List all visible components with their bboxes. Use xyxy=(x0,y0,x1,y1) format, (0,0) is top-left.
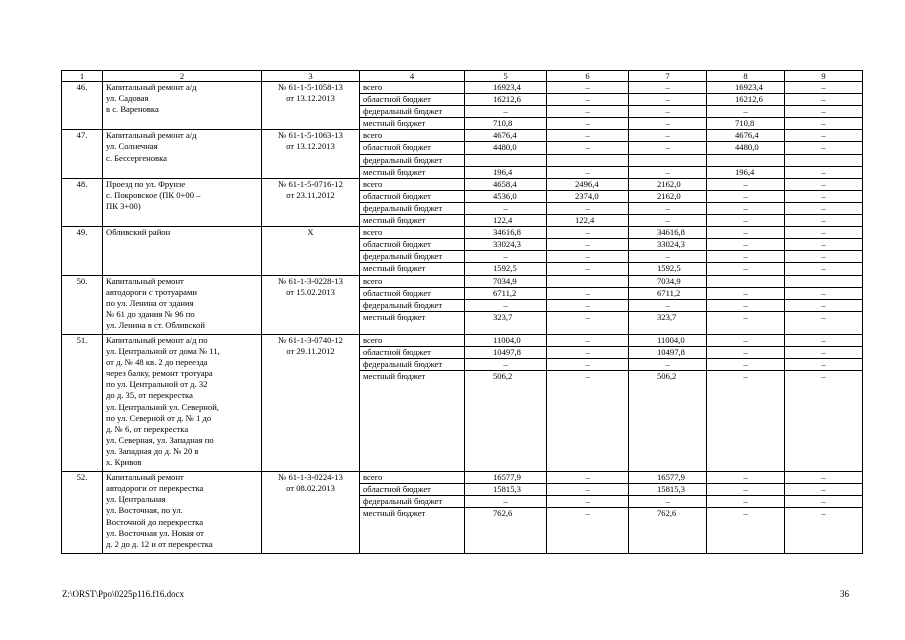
funding-source: всего xyxy=(360,275,465,287)
amount-cell: – xyxy=(465,202,547,214)
funding-source: федеральный бюджет xyxy=(360,154,465,166)
funding-source: областной бюджет xyxy=(360,239,465,251)
funding-source: местный бюджет xyxy=(360,215,465,227)
object-line: ул. Северная, ул. Западная по xyxy=(106,434,214,445)
amount-cell: 34616,8 xyxy=(629,227,707,239)
amount-cell: – xyxy=(707,190,785,202)
amount-cell: – xyxy=(547,371,629,472)
amount-cell: 506,2 xyxy=(629,371,707,472)
reference-line: № 61-1-5-1063-13 xyxy=(278,130,343,141)
reference-line: № 61-1-3-0740-12 xyxy=(278,334,343,345)
entry-number: 52. xyxy=(62,472,103,554)
amount-cell: 6711,2 xyxy=(465,287,547,299)
amount-cell: – xyxy=(547,202,629,214)
amount-cell: 34616,8 xyxy=(465,227,547,239)
amount-cell: – xyxy=(785,472,863,484)
object-line: ул. Центральная xyxy=(106,494,166,505)
amount-cell: – xyxy=(707,359,785,371)
amount-cell: – xyxy=(465,106,547,118)
amount-cell: – xyxy=(547,334,629,346)
amount-cell: 122,4 xyxy=(465,215,547,227)
amount-cell: – xyxy=(785,118,863,130)
amount-cell: – xyxy=(707,287,785,299)
amount-cell: 1592,5 xyxy=(629,263,707,275)
header-cell: 7 xyxy=(629,71,707,82)
amount-cell: 16923,4 xyxy=(465,82,547,94)
amount-cell: – xyxy=(465,251,547,263)
amount-cell: – xyxy=(785,263,863,275)
amount-cell: 16212,6 xyxy=(465,94,547,106)
header-cell: 9 xyxy=(785,71,863,82)
entry-row-first xyxy=(62,334,863,346)
funding-source: федеральный бюджет xyxy=(360,359,465,371)
amount-cell: 33024,3 xyxy=(629,239,707,251)
amount-cell: – xyxy=(547,142,629,154)
expertise-reference xyxy=(262,130,360,178)
amount-cell: – xyxy=(465,359,547,371)
entry-number: 47. xyxy=(62,130,103,178)
object-description xyxy=(103,334,262,471)
amount-cell: – xyxy=(707,472,785,484)
object-line: от д. № 48 кв. 2 до переезда xyxy=(106,357,208,368)
object-description xyxy=(103,178,262,226)
amount-cell: – xyxy=(785,178,863,190)
amount-cell: – xyxy=(785,142,863,154)
object-line: Обливский район xyxy=(106,227,171,238)
funding-source: местный бюджет xyxy=(360,508,465,553)
amount-cell: 323,7 xyxy=(465,311,547,334)
amount-cell: – xyxy=(707,202,785,214)
funding-source: федеральный бюджет xyxy=(360,299,465,311)
amount-cell: 2496,4 xyxy=(547,178,629,190)
amount-cell xyxy=(785,275,863,287)
funding-source: областной бюджет xyxy=(360,94,465,106)
amount-cell: – xyxy=(629,166,707,178)
object-line: ПК 3+00) xyxy=(106,200,141,211)
amount-cell: 710,8 xyxy=(707,118,785,130)
header-row xyxy=(62,71,863,82)
object-line: с. Бессергеновка xyxy=(106,152,167,163)
amount-cell: – xyxy=(629,118,707,130)
amount-cell: – xyxy=(547,311,629,334)
amount-cell: – xyxy=(547,508,629,553)
amount-cell: – xyxy=(785,202,863,214)
amount-cell: – xyxy=(785,130,863,142)
object-line: Проезд по ул. Фрунзе xyxy=(106,178,186,189)
object-line: по ул. Ленина от здания xyxy=(106,297,194,308)
amount-cell: – xyxy=(707,347,785,359)
amount-cell: 4658,4 xyxy=(465,178,547,190)
amount-cell: – xyxy=(629,251,707,263)
amount-cell xyxy=(547,275,629,287)
expertise-reference xyxy=(262,275,360,334)
amount-cell: – xyxy=(785,484,863,496)
amount-cell: – xyxy=(547,130,629,142)
object-line: х. Кривов xyxy=(106,457,142,467)
amount-cell: – xyxy=(465,496,547,508)
funding-source: всего xyxy=(360,334,465,346)
expertise-reference xyxy=(262,227,360,275)
entry-row-first xyxy=(62,130,863,142)
funding-source: всего xyxy=(360,130,465,142)
object-line: Капитальный ремонт а/д xyxy=(106,130,197,141)
amount-cell xyxy=(465,154,547,166)
entry-row-first xyxy=(62,275,863,287)
object-description xyxy=(103,275,262,334)
amount-cell: – xyxy=(785,508,863,553)
amount-cell: – xyxy=(547,472,629,484)
funding-source: местный бюджет xyxy=(360,311,465,334)
funding-source: местный бюджет xyxy=(360,118,465,130)
reference-line: от 23.11.2012 xyxy=(286,189,335,200)
amount-cell: 7034,9 xyxy=(465,275,547,287)
amount-cell: – xyxy=(707,106,785,118)
header-cell: 3 xyxy=(262,71,360,82)
amount-cell: – xyxy=(707,215,785,227)
amount-cell: – xyxy=(547,299,629,311)
object-line: до д. 35, от перекрестка xyxy=(106,390,193,401)
amount-cell: – xyxy=(629,130,707,142)
amount-cell: – xyxy=(547,251,629,263)
footer-page-number: 36 xyxy=(840,589,849,599)
amount-cell: – xyxy=(785,94,863,106)
amount-cell: 4480,0 xyxy=(465,142,547,154)
amount-cell: – xyxy=(707,227,785,239)
funding-source: федеральный бюджет xyxy=(360,496,465,508)
object-line: автодороги с тротуарами xyxy=(106,286,197,297)
object-description xyxy=(103,472,262,554)
amount-cell: – xyxy=(629,202,707,214)
object-line: в с. Вареновка xyxy=(106,104,159,115)
amount-cell: – xyxy=(785,166,863,178)
amount-cell: 323,7 xyxy=(629,311,707,334)
amount-cell xyxy=(707,154,785,166)
amount-cell: – xyxy=(785,299,863,311)
amount-cell: – xyxy=(785,496,863,508)
amount-cell: 196,4 xyxy=(707,166,785,178)
funding-source: федеральный бюджет xyxy=(360,202,465,214)
object-line: через балку, ремонт тротуара xyxy=(106,368,213,379)
object-line: № 61 до здания № 96 по xyxy=(106,308,195,319)
footer-file-path: Z:\ORST\Ppo\0225p116.f16.docx xyxy=(62,589,185,599)
amount-cell: 10497,8 xyxy=(629,347,707,359)
amount-cell: – xyxy=(547,287,629,299)
entry-row-first xyxy=(62,178,863,190)
amount-cell: – xyxy=(547,496,629,508)
object-description xyxy=(103,227,262,275)
object-line: Капитальный ремонт а/д xyxy=(106,82,197,92)
amount-cell: – xyxy=(785,82,863,94)
amount-cell: 762,6 xyxy=(465,508,547,553)
reference-line: от 15.02.2013 xyxy=(286,286,335,297)
amount-cell: – xyxy=(629,215,707,227)
budget-table xyxy=(61,70,863,554)
funding-source: местный бюджет xyxy=(360,371,465,472)
amount-cell: – xyxy=(547,484,629,496)
amount-cell: – xyxy=(707,371,785,472)
amount-cell: – xyxy=(707,263,785,275)
funding-source: областной бюджет xyxy=(360,484,465,496)
header-cell: 8 xyxy=(707,71,785,82)
amount-cell: 4480,0 xyxy=(707,142,785,154)
entry-row-first xyxy=(62,227,863,239)
amount-cell: – xyxy=(547,227,629,239)
amount-cell: – xyxy=(785,359,863,371)
amount-cell: 11004,0 xyxy=(629,334,707,346)
amount-cell: – xyxy=(547,347,629,359)
amount-cell: – xyxy=(785,334,863,346)
funding-source: федеральный бюджет xyxy=(360,251,465,263)
entry-number: 49. xyxy=(62,227,103,275)
amount-cell: – xyxy=(707,334,785,346)
reference-line: от 13.12.2013 xyxy=(286,141,335,152)
funding-source: областной бюджет xyxy=(360,190,465,202)
amount-cell: 196,4 xyxy=(465,166,547,178)
expertise-reference xyxy=(262,178,360,226)
amount-cell xyxy=(629,154,707,166)
amount-cell xyxy=(547,154,629,166)
reference-line: № 61-1-3-0224-13 xyxy=(278,472,343,483)
object-line: д. № 6, от перекрестка xyxy=(106,423,189,434)
amount-cell: – xyxy=(547,94,629,106)
amount-cell: – xyxy=(547,106,629,118)
amount-cell: 15815,3 xyxy=(465,484,547,496)
amount-cell: 7034,9 xyxy=(629,275,707,287)
object-line: Капитальный ремонт а/д по xyxy=(106,334,208,345)
entry-row-first xyxy=(62,82,863,94)
object-line: ул. Центральной от дома № 11, xyxy=(106,346,220,357)
amount-cell: – xyxy=(629,106,707,118)
reference-line: от 13.12.2013 xyxy=(286,93,335,104)
amount-cell: 4676,4 xyxy=(465,130,547,142)
amount-cell: – xyxy=(707,508,785,553)
entry-number: 48. xyxy=(62,178,103,226)
funding-source: областной бюджет xyxy=(360,347,465,359)
reference-line: от 08.02.2013 xyxy=(286,483,335,494)
amount-cell: 16923,4 xyxy=(707,82,785,94)
amount-cell: – xyxy=(629,94,707,106)
object-line: ул. Солнечная xyxy=(106,141,158,152)
amount-cell: 10497,8 xyxy=(465,347,547,359)
reference-line: от 29.11.2012 xyxy=(286,346,335,357)
expertise-reference xyxy=(262,472,360,554)
amount-cell: – xyxy=(707,496,785,508)
amount-cell: – xyxy=(547,239,629,251)
header-cell: 2 xyxy=(103,71,262,82)
object-line: ул. Восточная, по ул. xyxy=(106,505,183,516)
object-line: автодороги от перекрестка xyxy=(106,483,204,494)
amount-cell: 710,8 xyxy=(465,118,547,130)
object-line: ул. Западная до д. № 20 в xyxy=(106,445,199,456)
amount-cell: – xyxy=(785,371,863,472)
header-cell: 6 xyxy=(547,71,629,82)
amount-cell: – xyxy=(707,178,785,190)
amount-cell: – xyxy=(707,299,785,311)
object-line: Капитальный ремонт xyxy=(106,275,184,286)
amount-cell: 2162,0 xyxy=(629,190,707,202)
object-line: по ул. Центральной от д. 32 xyxy=(106,379,208,390)
amount-cell: 33024,3 xyxy=(465,239,547,251)
amount-cell: – xyxy=(629,496,707,508)
amount-cell: – xyxy=(547,118,629,130)
amount-cell: 762,6 xyxy=(629,508,707,553)
entry-number: 51. xyxy=(62,334,103,471)
funding-source: всего xyxy=(360,82,465,94)
amount-cell: – xyxy=(547,263,629,275)
object-line: Капитальный ремонт xyxy=(106,472,184,483)
amount-cell: – xyxy=(629,299,707,311)
header-cell: 1 xyxy=(62,71,103,82)
amount-cell: 11004,0 xyxy=(465,334,547,346)
amount-cell: 2374,0 xyxy=(547,190,629,202)
amount-cell: 506,2 xyxy=(465,371,547,472)
amount-cell: – xyxy=(707,251,785,263)
object-line: д. 2 до д. 12 и от перекрестка xyxy=(106,538,213,549)
amount-cell: – xyxy=(785,215,863,227)
expertise-reference xyxy=(262,82,360,130)
entry-number: 46. xyxy=(62,82,103,130)
object-line: Восточной до перекрестка xyxy=(106,516,204,527)
amount-cell: 16577,9 xyxy=(629,472,707,484)
amount-cell: – xyxy=(785,239,863,251)
entry-row-first xyxy=(62,472,863,484)
reference-line: Х xyxy=(307,227,314,238)
table-body xyxy=(62,71,863,554)
funding-source: всего xyxy=(360,178,465,190)
amount-cell: 4676,4 xyxy=(707,130,785,142)
amount-cell: – xyxy=(785,287,863,299)
funding-source: всего xyxy=(360,472,465,484)
amount-cell: 16212,6 xyxy=(707,94,785,106)
amount-cell: 4536,0 xyxy=(465,190,547,202)
amount-cell: – xyxy=(785,251,863,263)
funding-source: местный бюджет xyxy=(360,166,465,178)
amount-cell xyxy=(707,275,785,287)
amount-cell: 122,4 xyxy=(547,215,629,227)
object-description xyxy=(103,82,262,130)
amount-cell: – xyxy=(785,106,863,118)
amount-cell: – xyxy=(629,82,707,94)
header-cell: 5 xyxy=(465,71,547,82)
object-line: ул. Центральной ул. Северной, xyxy=(106,401,219,412)
amount-cell: 15815,3 xyxy=(629,484,707,496)
amount-cell xyxy=(785,154,863,166)
reference-line: № 61-1-5-0716-12 xyxy=(278,178,343,189)
amount-cell: – xyxy=(707,239,785,251)
amount-cell: – xyxy=(785,311,863,334)
amount-cell: – xyxy=(547,166,629,178)
object-line: ул. Садовая xyxy=(106,93,149,104)
entry-number: 50. xyxy=(62,275,103,334)
funding-source: областной бюджет xyxy=(360,142,465,154)
funding-source: местный бюджет xyxy=(360,263,465,275)
object-line: ул. Восточная ул. Новая от xyxy=(106,527,204,538)
amount-cell: – xyxy=(785,347,863,359)
amount-cell: 6711,2 xyxy=(629,287,707,299)
amount-cell: 2162,0 xyxy=(629,178,707,190)
amount-cell: – xyxy=(547,82,629,94)
reference-line: № 61-1-3-0228-13 xyxy=(278,275,343,286)
object-description xyxy=(103,130,262,178)
amount-cell: 1592,5 xyxy=(465,263,547,275)
amount-cell: – xyxy=(707,484,785,496)
amount-cell: – xyxy=(785,227,863,239)
amount-cell: – xyxy=(629,142,707,154)
reference-line: № 61-1-5-1058-13 xyxy=(278,82,343,92)
object-line: ул. Ленина в ст. Обливской xyxy=(106,319,205,330)
object-line: по ул. Северной от д. № 1 до xyxy=(106,412,212,423)
funding-source: областной бюджет xyxy=(360,287,465,299)
funding-source: федеральный бюджет xyxy=(360,106,465,118)
funding-source: всего xyxy=(360,227,465,239)
amount-cell: – xyxy=(785,190,863,202)
amount-cell: – xyxy=(547,359,629,371)
amount-cell: – xyxy=(707,311,785,334)
object-line: с. Покровское (ПК 0+00 – xyxy=(106,189,201,200)
expertise-reference xyxy=(262,334,360,471)
amount-cell: – xyxy=(465,299,547,311)
header-cell: 4 xyxy=(360,71,465,82)
amount-cell: – xyxy=(629,359,707,371)
amount-cell: 16577,9 xyxy=(465,472,547,484)
